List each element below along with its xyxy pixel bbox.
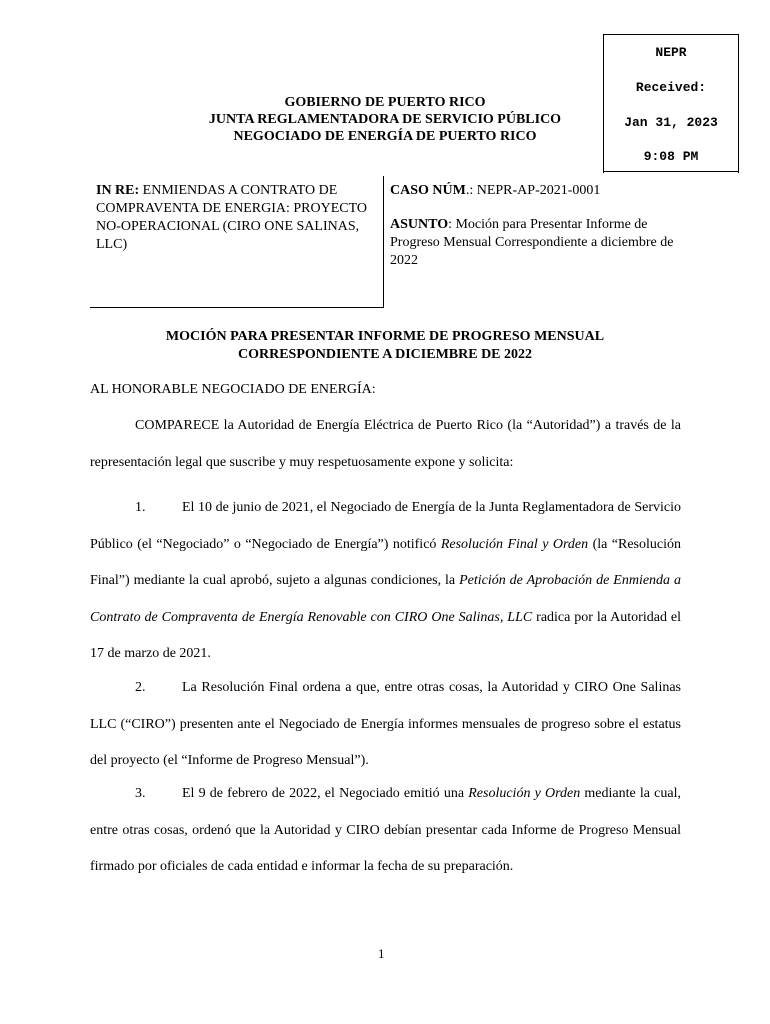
subject-label: ASUNTO [390,217,449,232]
paragraph-italic: Petición de Aprobación de Enmienda a Contrato de Compraventa de Energía Renovable con CIRO One Salinas, LLC [90,573,681,625]
paragraph-text: El 9 de febrero de 2022, el Negociado emitió una [182,786,469,801]
paragraph-1 [90,490,681,673]
paragraph-number: 1. [135,500,146,515]
paragraph-text: radica por la Autoridad el 17 de marzo de 2021. [90,609,681,661]
case-value: .: NEPR-AP-2021-0001 [465,183,601,198]
salutation: AL HONORABLE NEGOCIADO DE ENERGÍA: [90,382,376,397]
received-stamp [603,34,739,173]
paragraph-text: El 10 de junio de 2021, el Negociado de Energía de la Junta Reglamentadora de Servicio Público (el “Negociado” o “Negociado de Energía”) notificó [90,500,681,552]
in-re-label: IN RE: [96,183,140,198]
title-line-2: CORRESPONDIENTE A DICIEMBRE DE 2022 [237,347,533,362]
paragraph-text: La Resolución Final ordena a que, entre otras cosas, la Autoridad y CIRO One Salinas LLC (“CIRO”) presenten ante el Negociado de Energía informes mensuales de progreso sobre el estatus del proyecto (el “Informe de Progreso Mensual”). [90,680,681,768]
caption-in-re [96,182,376,254]
header-bureau: NEGOCIADO DE ENERGÍA DE PUERTO RICO [233,129,537,144]
case-label: CASO NÚM [390,183,466,198]
header-board: JUNTA REGLAMENTADORA DE SERVICIO PÚBLICO [208,112,562,127]
stamp-agency: NEPR [655,45,687,60]
case-number [390,182,690,200]
paragraph-number: 2. [135,680,146,695]
subject-value: : Moción para Presentar Informe de Progreso Mensual Correspondiente a diciembre de 2022 [390,217,674,268]
paragraph-text: mediante la cual, entre otras cosas, ordenó que la Autoridad y CIRO debían presentar cada Informe de Progreso Mensual firmado por oficiales de cada entidad e informar la fecha de su preparación. [90,786,681,874]
header-government: GOBIERNO DE PUERTO RICO [284,95,486,110]
caption-vertical-divider [383,176,384,308]
paragraph-italic: Resolución y Orden [468,786,581,801]
stamp-received-label: Received: [635,80,707,95]
stamp-time: 9:08 PM [643,149,699,164]
paragraph-number: 3. [135,786,146,801]
paragraph-3 [90,776,681,886]
title-line-1: MOCIÓN PARA PRESENTAR INFORME DE PROGRESO MENSUAL [165,329,605,344]
intro-paragraph: COMPARECE la Autoridad de Energía Eléctrica de Puerto Rico (la “Autoridad”) a través de la representación legal que suscribe y muy respetuosamente expone y solicita: [90,418,681,470]
page-number: 1 [378,946,385,961]
caption-case-info [390,182,690,286]
paragraph-2 [90,670,681,780]
stamp-divider [603,171,738,172]
motion-title [90,328,680,364]
stamp-date: Jan 31, 2023 [624,115,718,130]
paragraph-text: (la “Resolución Final”) mediante la cual aprobó, sujeto a algunas condiciones, la [90,536,681,588]
document-header [170,94,600,145]
paragraph-italic: Resolución Final y Orden [440,536,589,552]
subject [390,216,690,270]
in-re-text: ENMIENDAS A CONTRATO DE COMPRAVENTA DE ENERGIA: PROYECTO NO-OPERACIONAL (CIRO ONE SALINAS, LLC) [96,183,367,252]
caption-horizontal-divider [90,307,384,308]
